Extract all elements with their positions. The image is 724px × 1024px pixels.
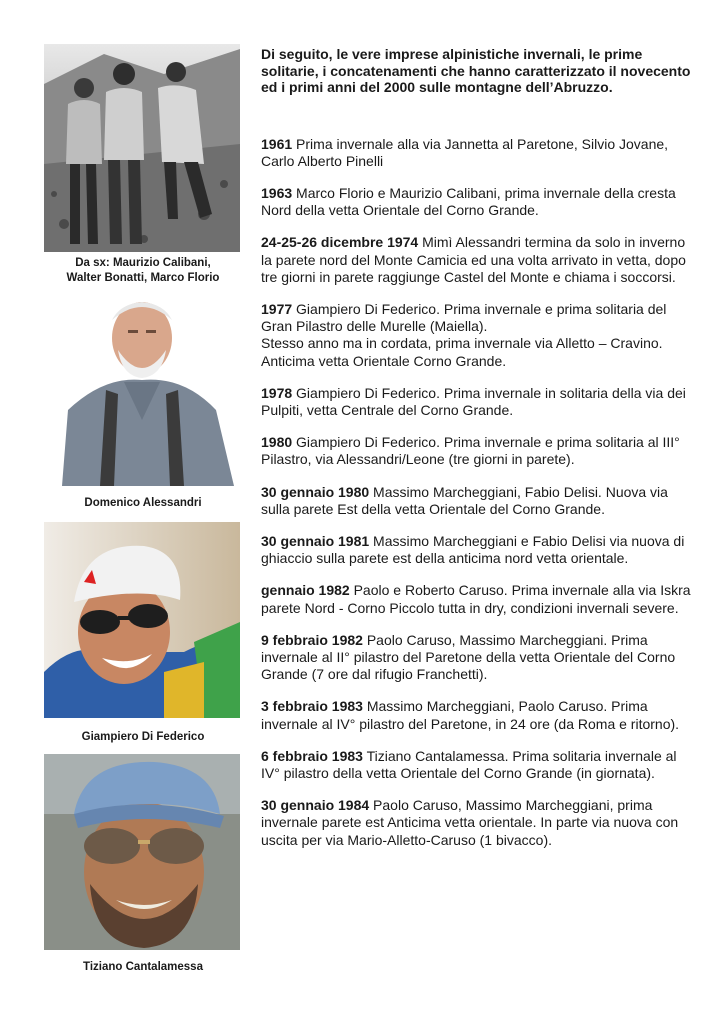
timeline-entry: [261, 748, 691, 782]
timeline-entry: [261, 698, 691, 732]
timeline-entry: [261, 582, 691, 616]
text-column: [261, 46, 691, 864]
entry-text: Massimo Marcheggiani e Fabio Delisi via nuova di ghiaccio sulla parete est della anticima nord vetta orientale.: [261, 532, 685, 567]
entry-date: 24-25-26 dicembre 1974: [261, 234, 419, 251]
entry-date: 1961: [261, 135, 293, 152]
entry-date: 1963: [261, 184, 293, 201]
caption-line: Domenico Alessandri: [84, 497, 202, 509]
entry-date: 30 gennaio 1981: [261, 532, 370, 549]
entry-date: 1977: [261, 300, 293, 317]
entry-text: Massimo Marcheggiani, Fabio Delisi. Nuova via sulla parete Est della vetta Orientale del Corno Grande.: [261, 483, 668, 517]
cantalamessa-photo: [44, 754, 240, 950]
photo-caption: [44, 256, 242, 286]
difederico-photo: [44, 522, 240, 718]
entry-date: 30 gennaio 1984: [261, 797, 370, 814]
caption-line: Tiziano Cantalamessa: [83, 961, 203, 973]
caption-line: Giampiero Di Federico: [81, 731, 205, 743]
entry-text: Massimo Marcheggiani, Paolo Caruso. Prima invernale al IV° pilastro del Paretone, in 24 ore (da Roma e ritorno).: [261, 698, 680, 732]
entry-text: Mimì Alessandri termina da solo in inverno la parete nord del Monte Camicia ed una volta arrivato in vetta, dopo tre giorni in parete raggiunge Castel del Monte e chiama i soccorsi.: [261, 234, 686, 285]
timeline-entry: [261, 234, 691, 286]
entry-text: Paolo Caruso, Massimo Marcheggiani, prima invernale parete est Anticima vetta orientale. In parte via nuova con uscita per via Mario-Alletto-Caruso (1 bivacco).: [261, 797, 679, 848]
intro-paragraph: Di seguito, le vere imprese alpinistiche invernali, le prime solitarie, i concatenamenti che hanno caratterizzato il novecento ed i primi anni del 2000 sulle montagne dell’Abruzzo.: [261, 46, 691, 95]
timeline-entry: [261, 385, 691, 419]
timeline-entry: [261, 136, 691, 170]
caption-line: Walter Bonatti, Marco Florio: [66, 272, 220, 284]
climbers-photo: [44, 44, 240, 252]
photo-block-climbers: [44, 44, 242, 286]
timeline-entry: [261, 797, 691, 849]
entry-date: 1978: [261, 384, 293, 401]
entry-text: Paolo Caruso, Massimo Marcheggiani. Prima invernale al II° pilastro del Paretone della vetta Orientale del Corno Grande (7 ore dal rifugio Franchetti).: [261, 631, 676, 683]
timeline-entry: [261, 533, 691, 567]
entry-date: gennaio 1982: [261, 582, 350, 599]
entry-text: Tiziano Cantalamessa. Prima solitaria invernale al IV° pilastro della vetta Orientale del Corno Grande (in giornata).: [261, 747, 677, 781]
photo-block-alessandri: [44, 290, 242, 511]
photo-caption: [44, 496, 242, 511]
caption-line: Da sx: Maurizio Calibani,: [75, 257, 211, 269]
entry-text: Paolo e Roberto Caruso. Prima invernale alla via Iskra parete Nord - Corno Piccolo tutta in dry, condizioni invernali severe.: [261, 582, 691, 616]
entry-date: 30 gennaio 1980: [261, 483, 370, 500]
photo-block-difederico: [44, 522, 242, 745]
timeline-entry: [261, 632, 691, 684]
photo-caption: [44, 730, 242, 745]
entry-date: 6 febbraio 1983: [261, 747, 363, 764]
timeline-entry: [261, 484, 691, 518]
entry-text: Giampiero Di Federico. Prima invernale e prima solitaria del Gran Pilastro delle Murelle (Maiella).: [261, 300, 667, 335]
entry-text: Prima invernale alla via Jannetta al Paretone, Silvio Jovane, Carlo Alberto Pinelli: [261, 135, 669, 169]
entry-date: 1980: [261, 434, 293, 451]
entry-date: 3 febbraio 1983: [261, 698, 363, 715]
timeline-entry: [261, 434, 691, 468]
entry-text: Marco Florio e Maurizio Calibani, prima invernale della cresta Nord della vetta Orientale del Corno Grande.: [261, 184, 676, 219]
entry-date: 9 febbraio 1982: [261, 631, 363, 648]
photo-caption: [44, 960, 242, 975]
photo-block-cantalamessa: [44, 754, 242, 975]
timeline-entry: [261, 185, 691, 219]
entry-text-continued: Stesso anno ma in cordata, prima invernale via Alletto – Cravino. Anticima vetta Orientale Corno Grande.: [261, 335, 663, 369]
alessandri-photo: [44, 290, 240, 486]
entry-text: Giampiero Di Federico. Prima invernale in solitaria della via dei Pulpiti, vetta Centrale del Corno Grande.: [261, 384, 686, 418]
entry-text: Giampiero Di Federico. Prima invernale e prima solitaria al III° Pilastro, via Alessandri/Leone (tre giorni in parete).: [261, 434, 680, 468]
timeline-entry: [261, 301, 691, 370]
